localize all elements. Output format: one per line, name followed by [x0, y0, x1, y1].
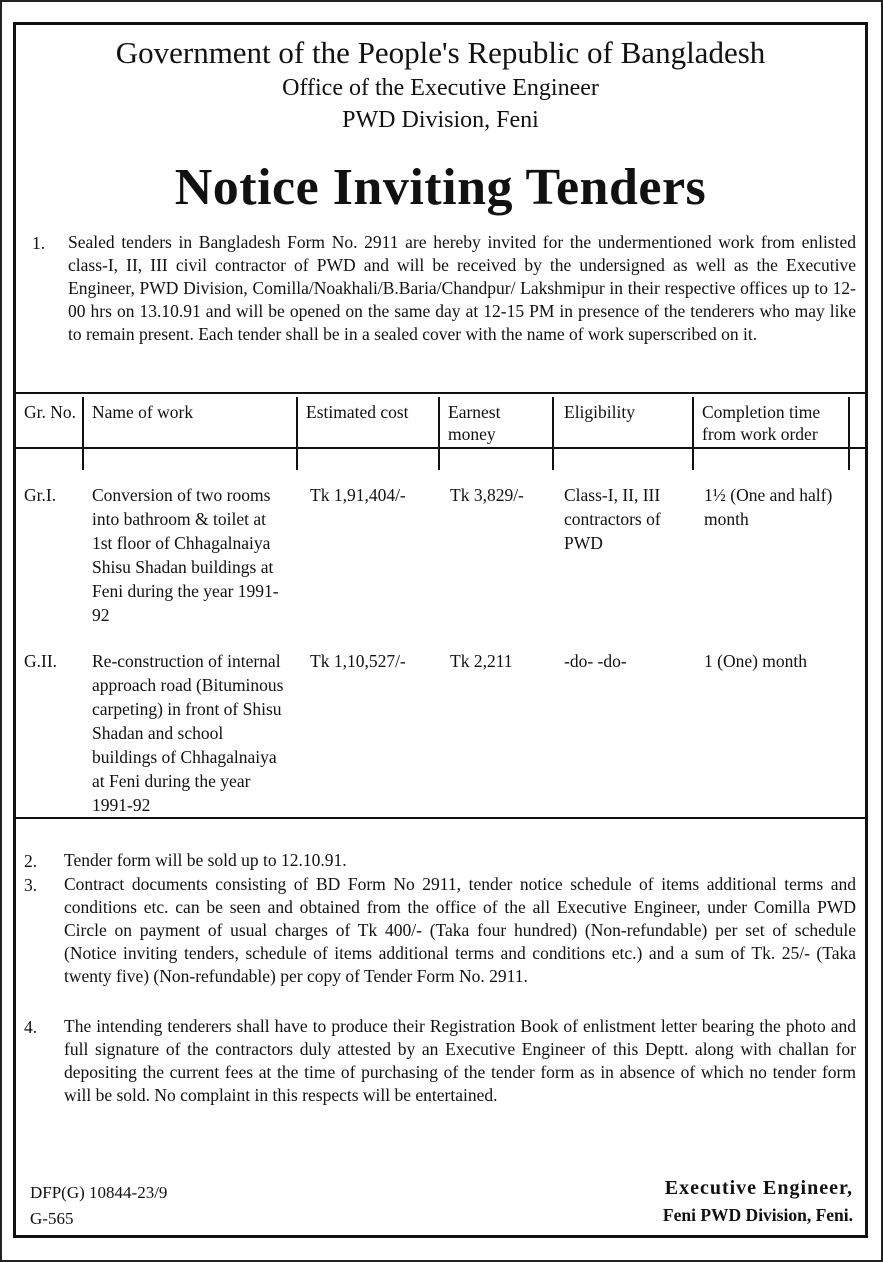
- header-gr-no: Gr. No.: [24, 402, 77, 422]
- header-eligibility: Eligibility: [564, 402, 635, 422]
- row-eligibility: Class-I, II, III contractors of PWD: [564, 485, 661, 553]
- division-heading: PWD Division, Feni: [342, 107, 539, 133]
- row-estimated-cost: Tk 1,10,527/-: [310, 651, 406, 671]
- header-earnest-money: Earnest money: [448, 402, 501, 444]
- row-name-of-work: Re-construction of internal approach road (Bituminous carpeting) in front of Shisu Shadan and school buildings of Chhagalnaiya at Feni during the year 1991-92: [92, 651, 284, 815]
- clause-2-text: Tender form will be sold up to 12.10.91.: [64, 850, 347, 870]
- column-divider: [82, 397, 84, 470]
- clause-2-number: 2.: [24, 851, 38, 871]
- signatory-title: Executive Engineer,: [664, 1177, 853, 1199]
- row-completion-time: 1 (One) month: [704, 651, 808, 671]
- column-divider: [296, 397, 298, 470]
- table-top-rule: [16, 392, 865, 394]
- table-bottom-rule: [16, 817, 865, 819]
- row-name-of-work: Conversion of two rooms into bathroom & toilet at 1st floor of Chhagalnaiya Shisu Shadan buildings at Feni during the year 1991-92: [92, 485, 279, 625]
- row-estimated-cost: Tk 1,91,404/-: [310, 485, 406, 505]
- office-heading: Office of the Executive Engineer: [282, 75, 599, 101]
- row-completion-time: 1½ (One and half) month: [704, 485, 833, 529]
- row-earnest-money: Tk 3,829/-: [450, 485, 524, 505]
- table-header-rule: [16, 447, 865, 449]
- dfp-reference: DFP(G) 10844-23/9: [30, 1183, 168, 1202]
- government-heading: Government of the People's Republic of Bangladesh: [115, 35, 766, 70]
- clause-4-number: 4.: [24, 1017, 38, 1037]
- row-eligibility: -do- -do-: [564, 651, 627, 671]
- column-divider: [552, 397, 554, 470]
- clause-4-text: The intending tenderers shall have to produce their Registration Book of enlistment letter bearing the photo and full signature of the contractors duly attested by an Executive Engineer of this Deptt. along with challan for depositing the current fees at the time of purchasing of the tender form as in absence of which no tender form will be sold. No complaint in this respects will be entertained.: [64, 1016, 856, 1105]
- row-gr-number: G.II.: [24, 651, 58, 671]
- clause-3-text: Contract documents consisting of BD Form No 2911, tender notice schedule of items additional terms and conditions etc. can be seen and obtained from the office of the all Executive Engineer, under Comilla PWD Circle on payment of usual charges of Tk 400/- (Taka four hundred) (Non-refundable) per set of schedule (Notice inviting tenders, schedule of items additional terms and conditions etc.) and a sum of Tk. 25/- (Taka twenty five) (Non-refundable) per copy of Tender Form No. 2911.: [64, 874, 856, 986]
- row-gr-number: Gr.I.: [24, 485, 57, 505]
- notice-title: Notice Inviting Tenders: [174, 159, 707, 216]
- g-reference: G-565: [30, 1209, 74, 1228]
- column-divider: [438, 397, 440, 470]
- clause-1-number: 1.: [32, 233, 46, 253]
- clause-3-number: 3.: [24, 875, 38, 895]
- header-estimated-cost: Estimated cost: [306, 402, 409, 422]
- signatory-office: Feni PWD Division, Feni.: [662, 1205, 853, 1225]
- header-completion-time: Completion time from work order: [702, 402, 821, 444]
- column-divider: [692, 397, 694, 470]
- notice-frame: [13, 22, 868, 1238]
- clause-1-text: Sealed tenders in Bangladesh Form No. 2911 are hereby invited for the undermentioned work from enlisted class-I, II, III civil contractor of PWD and will be received by the undersigned as well as the Executive Engineer, PWD Division, Comilla/Noakhali/B.Baria/Chandpur/ Lakshmipur in their respective offices up to 12-00 hrs on 13.10.91 and will be opened on the same day at 12-15 PM in presence of the tenderers who may like to remain present. Each tender shall be in a sealed cover with the name of work superscribed on it.: [68, 232, 856, 344]
- row-earnest-money: Tk 2,211: [450, 651, 513, 671]
- header-name-of-work: Name of work: [92, 402, 194, 422]
